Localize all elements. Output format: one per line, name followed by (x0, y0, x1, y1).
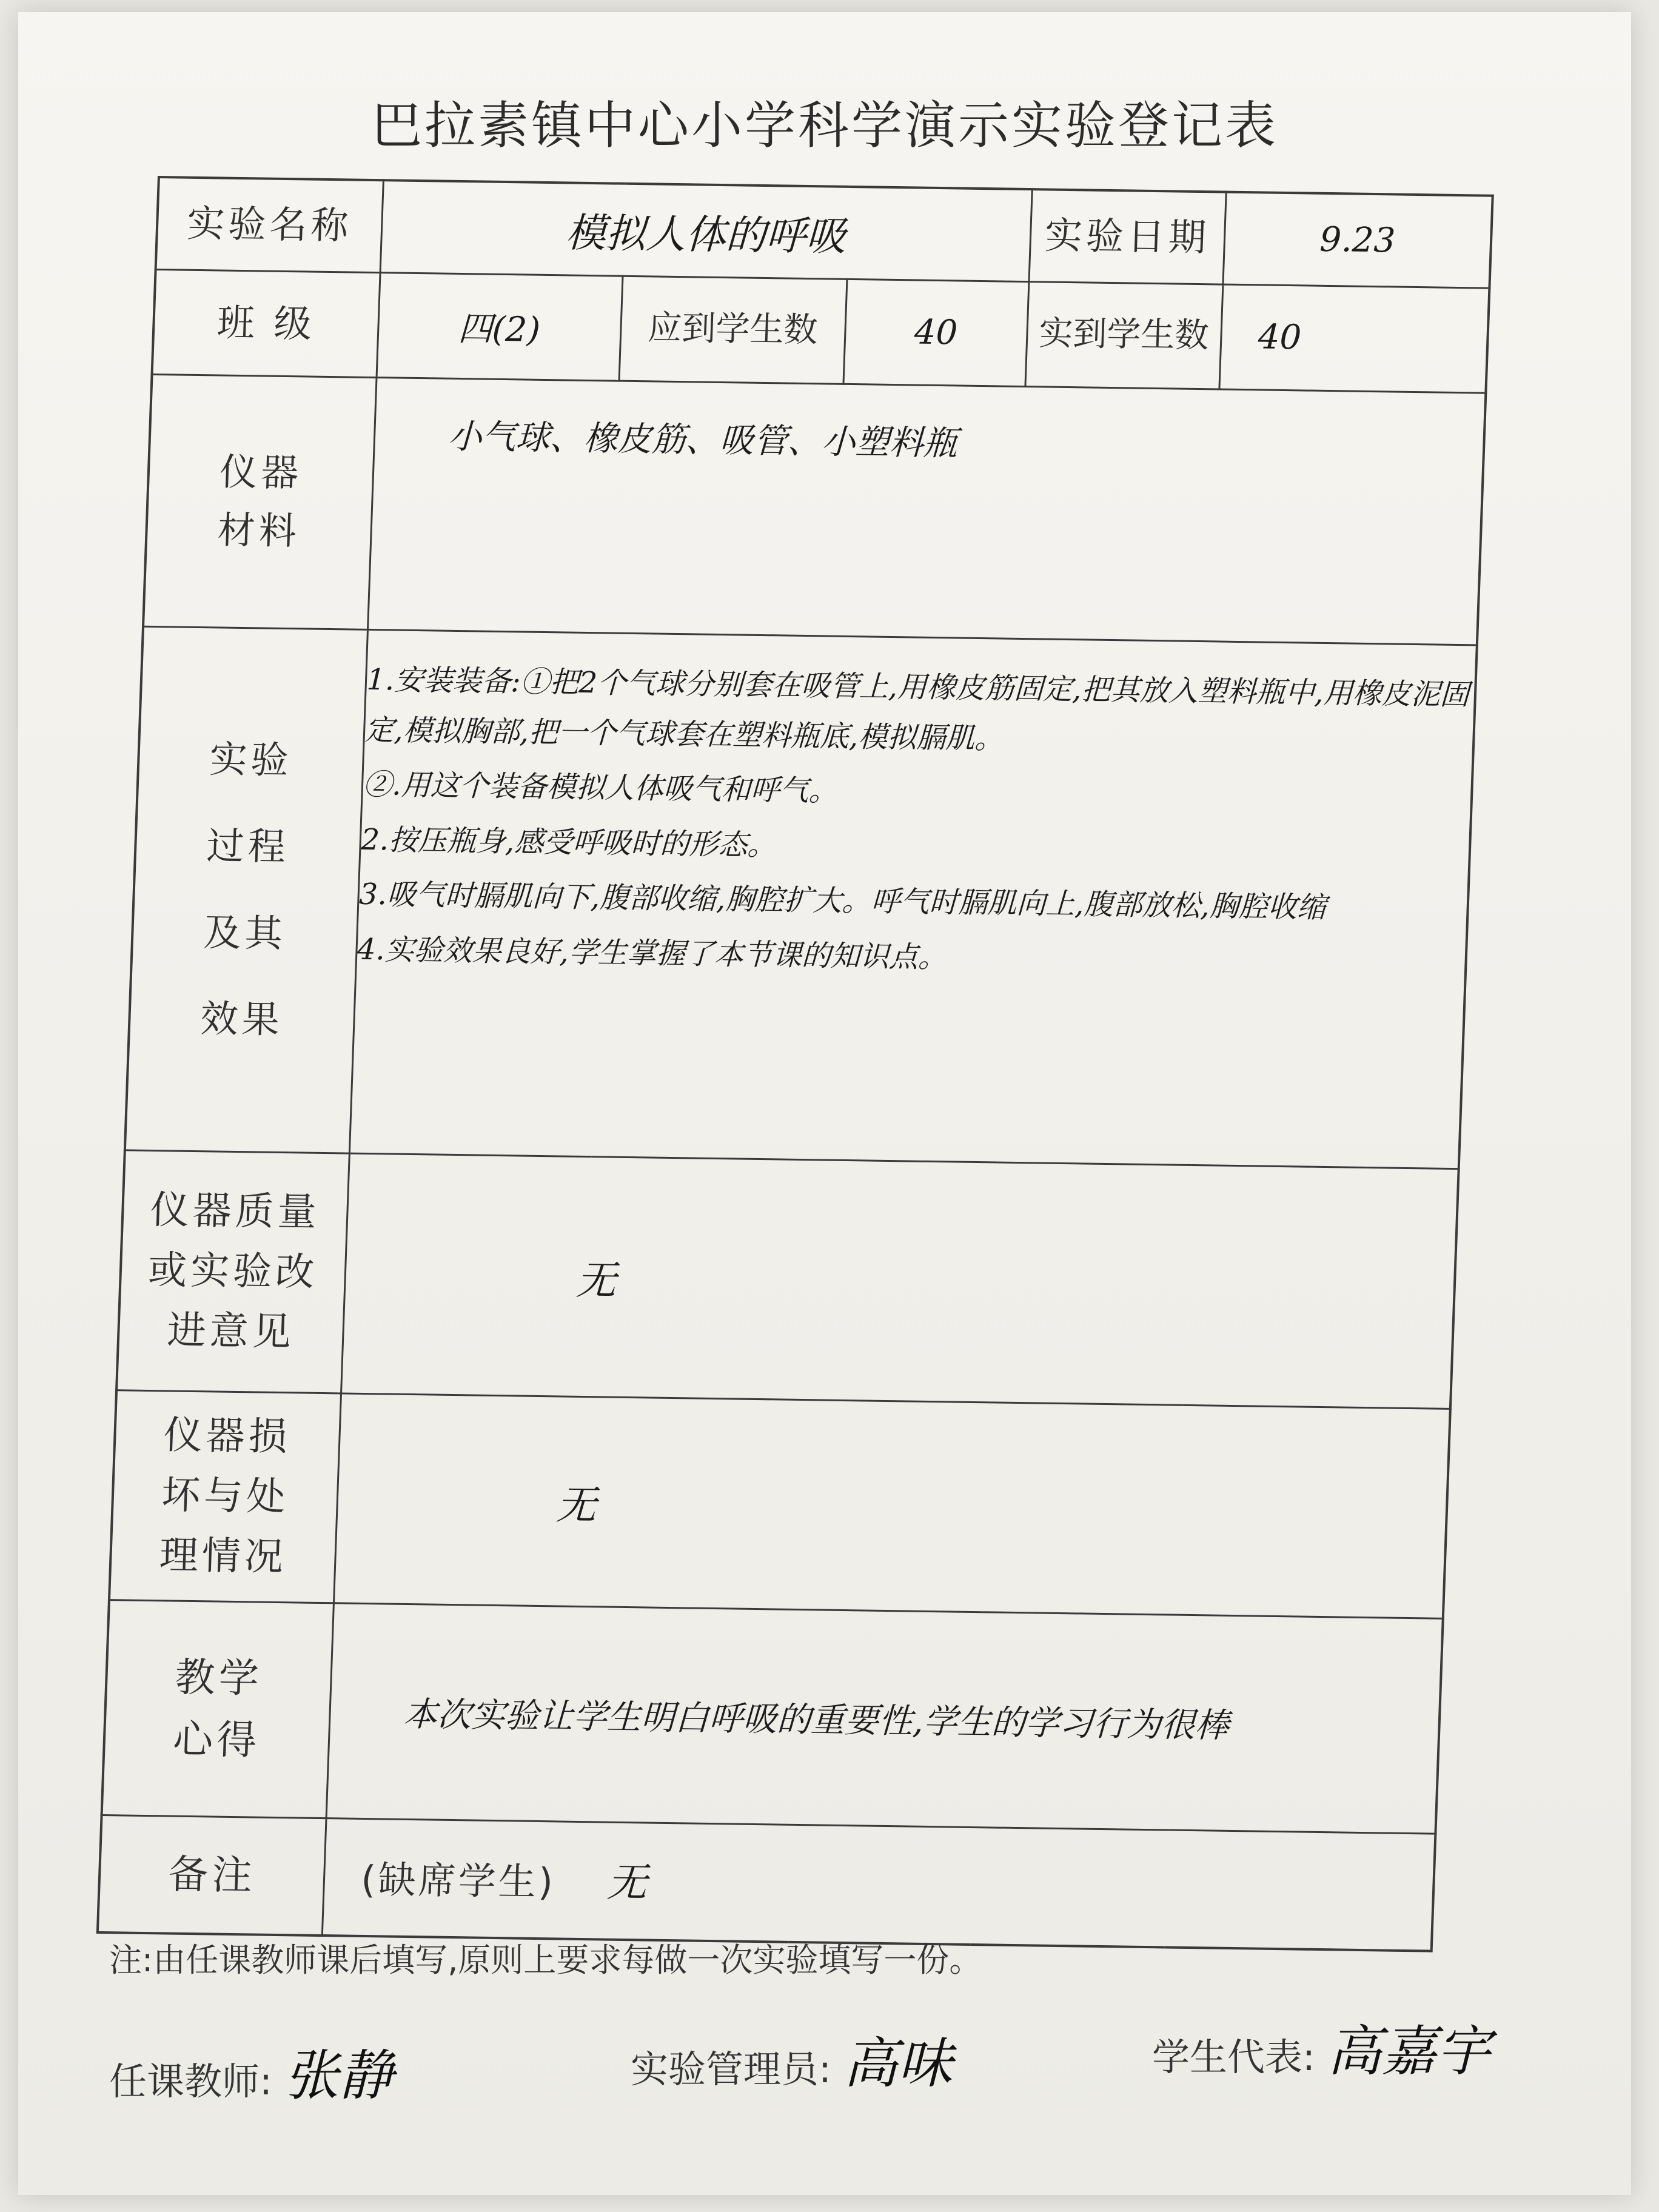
signature-row (109, 2007, 1564, 2128)
absent-value: 无 (606, 1858, 648, 1906)
row-process (125, 626, 1477, 1168)
absent-label: (缺席学生) (360, 1857, 557, 1905)
process-value (349, 630, 1477, 1169)
admin-name: 高味 (843, 2032, 953, 2096)
reflection-value: 本次实验让学生明白呼吸的重要性,学生的学习行为很棒 (326, 1603, 1443, 1834)
quality-label: 仪器质量或实验改进意见 (116, 1150, 349, 1393)
footnote: 注:由任课教师课后填写,原则上要求每做一次实验填写一份。 (109, 1941, 982, 1979)
materials-label: 仪器材料 (143, 374, 377, 630)
actual-students-value: 40 (1219, 284, 1489, 393)
materials-value: 小气球、橡皮筋、吸管、小塑料瓶 (367, 377, 1486, 645)
experiment-date-label: 实验日期 (1028, 189, 1225, 284)
remarks-label: 备注 (98, 1815, 326, 1936)
row-experiment-name (156, 177, 1493, 288)
damage-label: 仪器损坏与处理情况 (109, 1390, 341, 1603)
row-materials (143, 374, 1486, 645)
student-label: 学生代表: (1152, 2035, 1315, 2079)
process-step: ②.用这个装备模拟人体吸气和呼气。 (362, 768, 839, 809)
class-label: 班 级 (152, 269, 380, 377)
admin-label: 实验管理员: (631, 2047, 831, 2091)
row-damage (109, 1390, 1450, 1618)
row-reflection (102, 1600, 1443, 1834)
expected-students-value: 40 (843, 279, 1028, 386)
teacher-label: 任课教师: (109, 2059, 272, 2103)
registration-form (96, 176, 1494, 1952)
student-name: 高嘉宇 (1327, 2020, 1491, 2083)
admin-signature (631, 2019, 953, 2098)
paper-sheet (18, 12, 1631, 2195)
teacher-signature (109, 2031, 394, 2110)
actual-students-label: 实到学生数 (1025, 281, 1222, 389)
quality-value: 无 (341, 1153, 1459, 1409)
student-signature (1152, 2007, 1491, 2086)
reflection-label: 教学心得 (102, 1600, 333, 1818)
experiment-date-value: 9.23 (1222, 192, 1492, 288)
process-step: 1.安装装备:①把2个气球分别套在吸管上,用橡皮筋固定,把其放入塑料瓶中,用橡皮泥固定,模拟胸部,把一个气球套在塑料瓶底,模拟膈肌。 (364, 663, 1470, 756)
experiment-name-value: 模拟人体的呼吸 (380, 180, 1032, 281)
process-step: 4.实验效果良好,学生掌握了本节课的知识点。 (357, 932, 948, 975)
row-quality (116, 1150, 1459, 1409)
process-step: 2.按压瓶身,感受呼吸时的形态。 (360, 822, 777, 863)
damage-value: 无 (333, 1393, 1450, 1618)
form-title: 巴拉素镇中心小学科学演示实验登记表 (370, 96, 1278, 155)
experiment-name-label: 实验名称 (156, 177, 383, 273)
remarks-value (322, 1818, 1436, 1951)
row-class (152, 269, 1490, 392)
teacher-name: 张静 (284, 2044, 394, 2108)
process-step: 3.吸气时膈肌向下,腹部收缩,胸腔扩大。呼气时膈肌向上,腹部放松,胸腔收缩 (358, 877, 1327, 925)
process-label: 实验过程及其效果 (125, 626, 367, 1153)
expected-students-label: 应到学生数 (619, 276, 847, 384)
class-value: 四(2) (377, 273, 623, 381)
row-remarks (98, 1815, 1436, 1951)
